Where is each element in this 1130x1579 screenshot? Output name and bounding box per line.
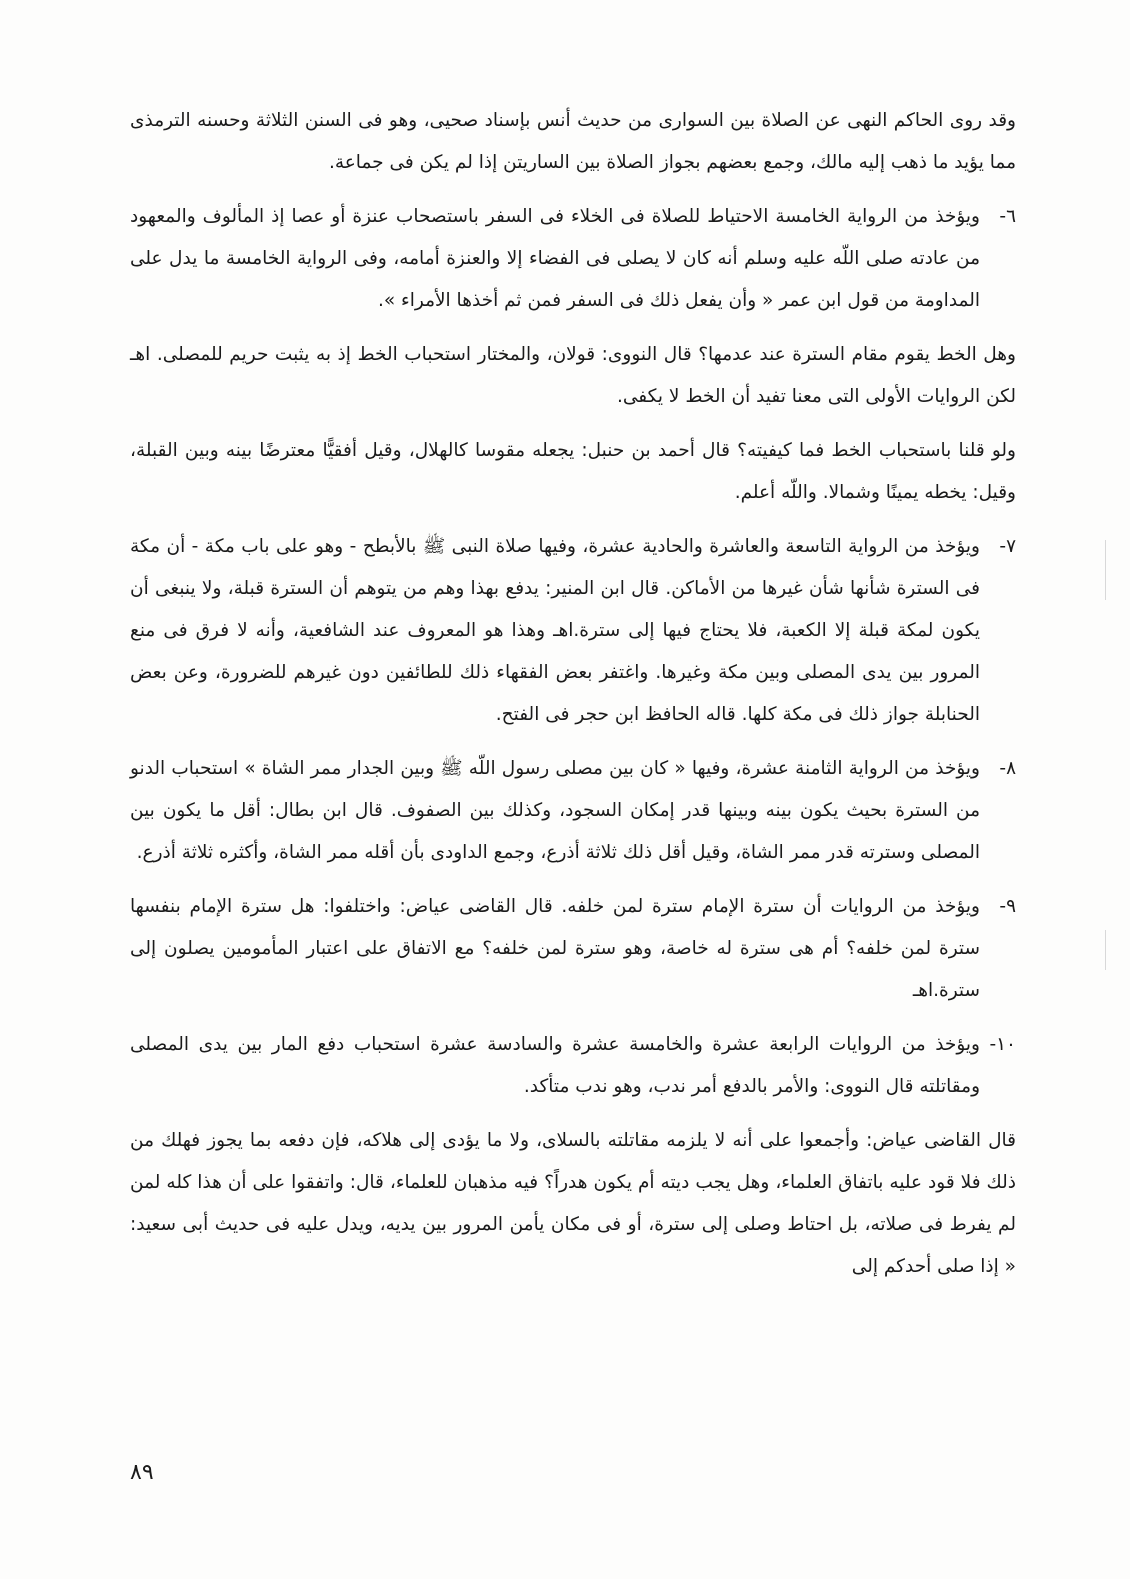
- item-number: ٩-: [999, 896, 1016, 917]
- item-number: ٦-: [999, 206, 1016, 227]
- page-number: ٨٩: [130, 1460, 154, 1485]
- item-text: ويؤخذ من الرواية الخامسة الاحتياط للصلاة فى الخلاء فى السفر باستصحاب عنزة أو عصا إذ المألوف والمعهود من عادته صلى اللّه عليه وسلم أنه كان لا يصلى فى الفضاء إلا والعنزة أمامه، وفى الرواية الخامسة ما يدل على المداومة من قول ابن عمر « وأن يفعل ذلك فى السفر فمن ثم أخذها الأمراء ».: [130, 206, 980, 311]
- paragraph-qadi-iyad: قال القاضى عياض: وأجمعوا على أنه لا يلزمه مقاتلته بالسلاى، ولا ما يؤدى إلى هلاكه، فإن دفعه بما يجوز فهلك من ذلك فلا قود عليه باتفاق العلماء، وهل يجب ديته أم يكون هدراً؟ فيه مذهبان للعلماء، قال: واتفقوا على أن هذا كله لمن لم يفرط فى صلاته، بل احتاط وصلى إلى سترة، أو فى مكان يأمن المرور بين يديه، ويدل عليه فى حديث أبى سعيد: « إذا صلى أحدكم إلى: [130, 1130, 1016, 1277]
- item-text: ويؤخذ من الروايات أن سترة الإمام سترة لمن خلفه. قال القاضى عياض: واختلفوا: هل سترة الإمام بنفسها سترة لمن خلفه؟ أم هى سترة له خاصة، وهو سترة لمن خلفه؟ مع الاتفاق على اعتبار المأمومين يصلون إلى سترة.اهـ: [130, 896, 980, 1001]
- scan-mark: [1105, 540, 1106, 600]
- item-text: ويؤخذ من الرواية الثامنة عشرة، وفيها « كان بين مصلى رسول اللّه ﷺ وبين الجدار ممر الشاة » استحباب الدنو من السترة بحيث يكون بينه وبينها قدر إمكان السجود، وكذلك بين الصفوف. قال ابن بطال: أقل ما يكون بين المصلى وسترته قدر ممر الشاة، وقيل أقل ذلك ثلاثة أذرع، وجمع الداودى بأن أقله ممر الشاة، وأكثره ثلاثة أذرع.: [130, 758, 980, 863]
- numbered-item-8: [130, 748, 1016, 874]
- numbered-item-9: [130, 886, 1016, 1012]
- numbered-item-7: [130, 526, 1016, 736]
- paragraph-pillars: وقد روى الحاكم النهى عن الصلاة بين السوارى من حديث أنس بإسناد صحيى، وهو فى السنن الثلاثة وحسنه الترمذى مما يؤيد ما ذهب إليه مالك، وجمع بعضهم بجواز الصلاة بين الساريتن إذا لم يكن فى جماعة.: [130, 110, 1016, 173]
- paragraph-line-shape: ولو قلنا باستحباب الخط فما كيفيته؟ قال أحمد بن حنبل: يجعله مقوسا كالهلال، وقيل أفقيًّا معترضًا بينه وبين القبلة، وقيل: يخطه يمينًا وشمالا. واللّه أعلم.: [130, 440, 1016, 503]
- paragraph-line-as-sutra: وهل الخط يقوم مقام السترة عند عدمها؟ قال النووى: قولان، والمختار استحباب الخط إذ به يثبت حريم للمصلى. اهـ لكن الروايات الأولى التى معنا تفيد أن الخط لا يكفى.: [130, 344, 1016, 407]
- scan-mark: [1105, 930, 1106, 970]
- item-text: ويؤخذ من الروايات الرابعة عشرة والخامسة عشرة والسادسة عشرة استحباب دفع المار بين يدى المصلى ومقاتلته قال النووى: والأمر بالدفع أمر ندب، وهو ندب متأكد.: [130, 1034, 980, 1097]
- item-text: ويؤخذ من الرواية التاسعة والعاشرة والحادية عشرة، وفيها صلاة النبى ﷺ بالأبطح - وهو على باب مكة - أن مكة فى السترة شأنها شأن غيرها من الأماكن. قال ابن المنير: يدفع بهذا وهم من يتوهم أن السترة قبلة، ولا ينبغى أن يكون لمكة قبلة إلا الكعبة، فلا يحتاج فيها إلى سترة.اهـ وهذا هو المعروف عند الشافعية، وأنه لا فرق فى منع المرور بين يدى المصلى وبين مكة وغيرها. واغتفر بعض الفقهاء ذلك للطائفين دون غيرهم للضرورة، وعن بعض الحنابلة جواز ذلك فى مكة كلها. قاله الحافظ ابن حجر فى الفتح.: [130, 536, 980, 725]
- item-number: ١٠-: [989, 1034, 1016, 1055]
- numbered-item-6: [130, 196, 1016, 322]
- numbered-item-10: [130, 1024, 1016, 1108]
- page-body: [130, 100, 1016, 1300]
- item-number: ٨-: [999, 758, 1016, 779]
- item-number: ٧-: [999, 536, 1016, 557]
